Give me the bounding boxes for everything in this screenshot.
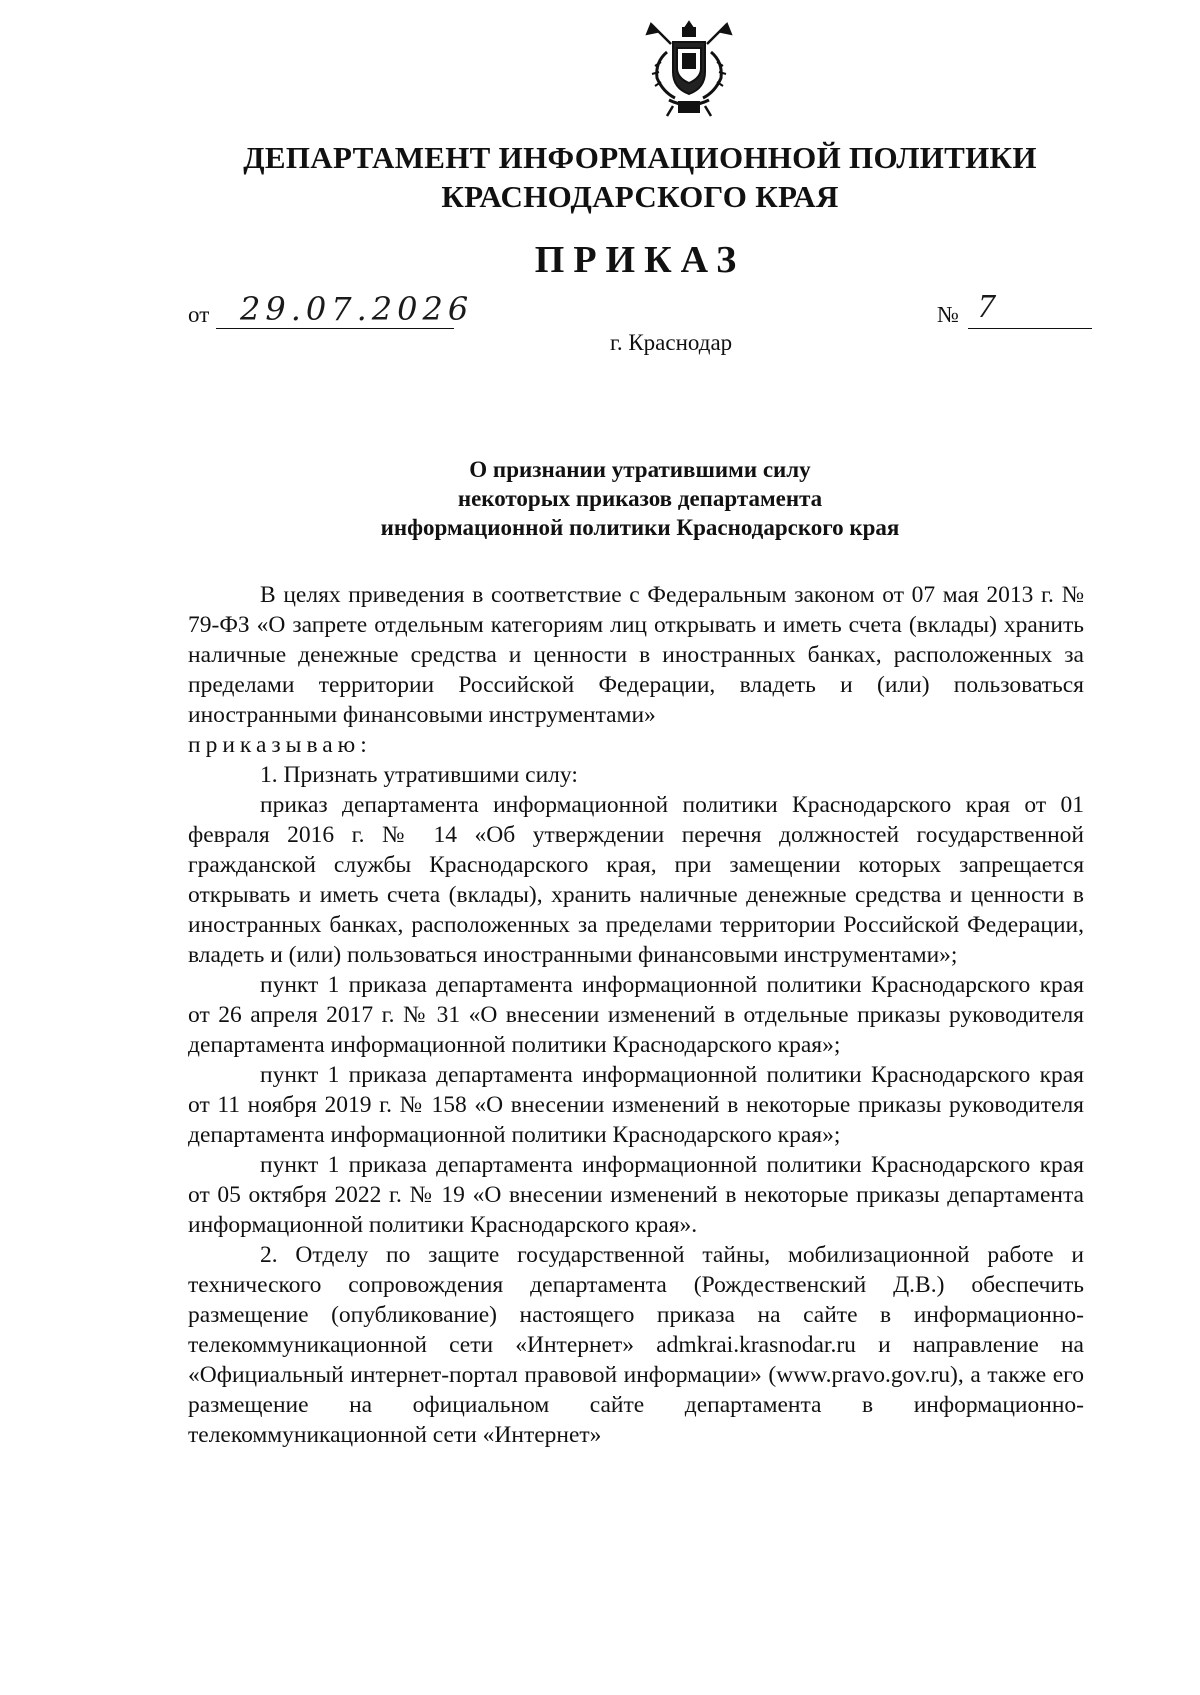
preamble-paragraph: В целях приведения в соответствие с Федеральным законом от 07 мая 2013 г. № 79-ФЗ «О запрете отдельным категориям лиц открывать и иметь счета (вклады) хранить наличные денежные средства и ценности в иностранных банках, расположенных за пределами территории Российской Федерации, владеть и (или) пользоваться иностранными финансовыми инструментами» (188, 582, 1084, 728)
document-title-line2: некоторых приказов департамента (457, 486, 823, 511)
document-title-line1: О признании утратившими силу (469, 457, 811, 482)
date-number-row (188, 288, 1088, 334)
department-name-line2: КРАСНОДАРСКОГО КРАЯ (441, 179, 839, 214)
item1-paragraph-b: пункт 1 приказа департамента информационной политики Краснодарского края от 26 апреля 2017 г. № 31 «О внесении изменений в отдельные приказы руководителя департамента информационной политики Краснодарского края»; (188, 972, 1084, 1058)
number-label: № (937, 302, 959, 327)
item1-paragraph-c: пункт 1 приказа департамента информационной политики Краснодарского края от 11 ноября 2019 г. № 158 «О внесении изменений в некоторые приказы руководителя департамента информационной политики Краснодарского края»; (188, 1062, 1084, 1148)
item2-paragraph: 2. Отделу по защите государственной тайны, мобилизационной работе и технического сопровождения департамента (Рождественский Д.В.) обеспечить размещение (опубликование) настоящего приказа на сайте в информационно-телекоммуникационной сети «Интернет» admkrai.krasnodar.ru и направление на «Официальный интернет-портал правовой информации» (www.pravo.gov.ru), а также его размещение на официальном сайте департамента в информационно-телекоммуникационной сети «Интернет» (188, 1242, 1084, 1448)
document-type-heading: ПРИКАЗ (534, 239, 746, 281)
handwritten-date: 29.07.2026 (240, 290, 474, 328)
item1-heading: 1. Признать утратившими силу: (260, 762, 578, 788)
document-title-line3: информационной политики Краснодарского края (380, 515, 900, 540)
date-label: от (188, 302, 210, 327)
number-underline (968, 328, 1092, 329)
orders-word: приказываю: (188, 732, 372, 758)
department-name-line1: ДЕПАРТАМЕНТ ИНФОРМАЦИОННОЙ ПОЛИТИКИ (243, 140, 1037, 175)
item1-paragraph-d: пункт 1 приказа департамента информационной политики Краснодарского края от 05 октября 2022 г. № 19 «О внесении изменений в некоторые приказы департамента информационной политики Краснодарского края». (188, 1152, 1084, 1238)
coat-of-arms-icon (643, 18, 735, 118)
city: г. Краснодар (610, 330, 733, 355)
date-underline (216, 328, 454, 329)
document-body (188, 580, 1084, 1450)
item1-paragraph-a: приказ департамента информационной политики Краснодарского края от 01 февраля 2016 г. № 14 «Об утверждении перечня должностей государственной гражданской службы Краснодарского края, при замещении которых запрещается открывать и иметь счета (вклады), хранить наличные денежные средства и ценности в иностранных банках, расположенных за пределами территории Российской Федерации, владеть и (или) пользоваться иностранными финансовыми инструментами»; (188, 792, 1084, 968)
handwritten-number: 7 (978, 288, 995, 325)
